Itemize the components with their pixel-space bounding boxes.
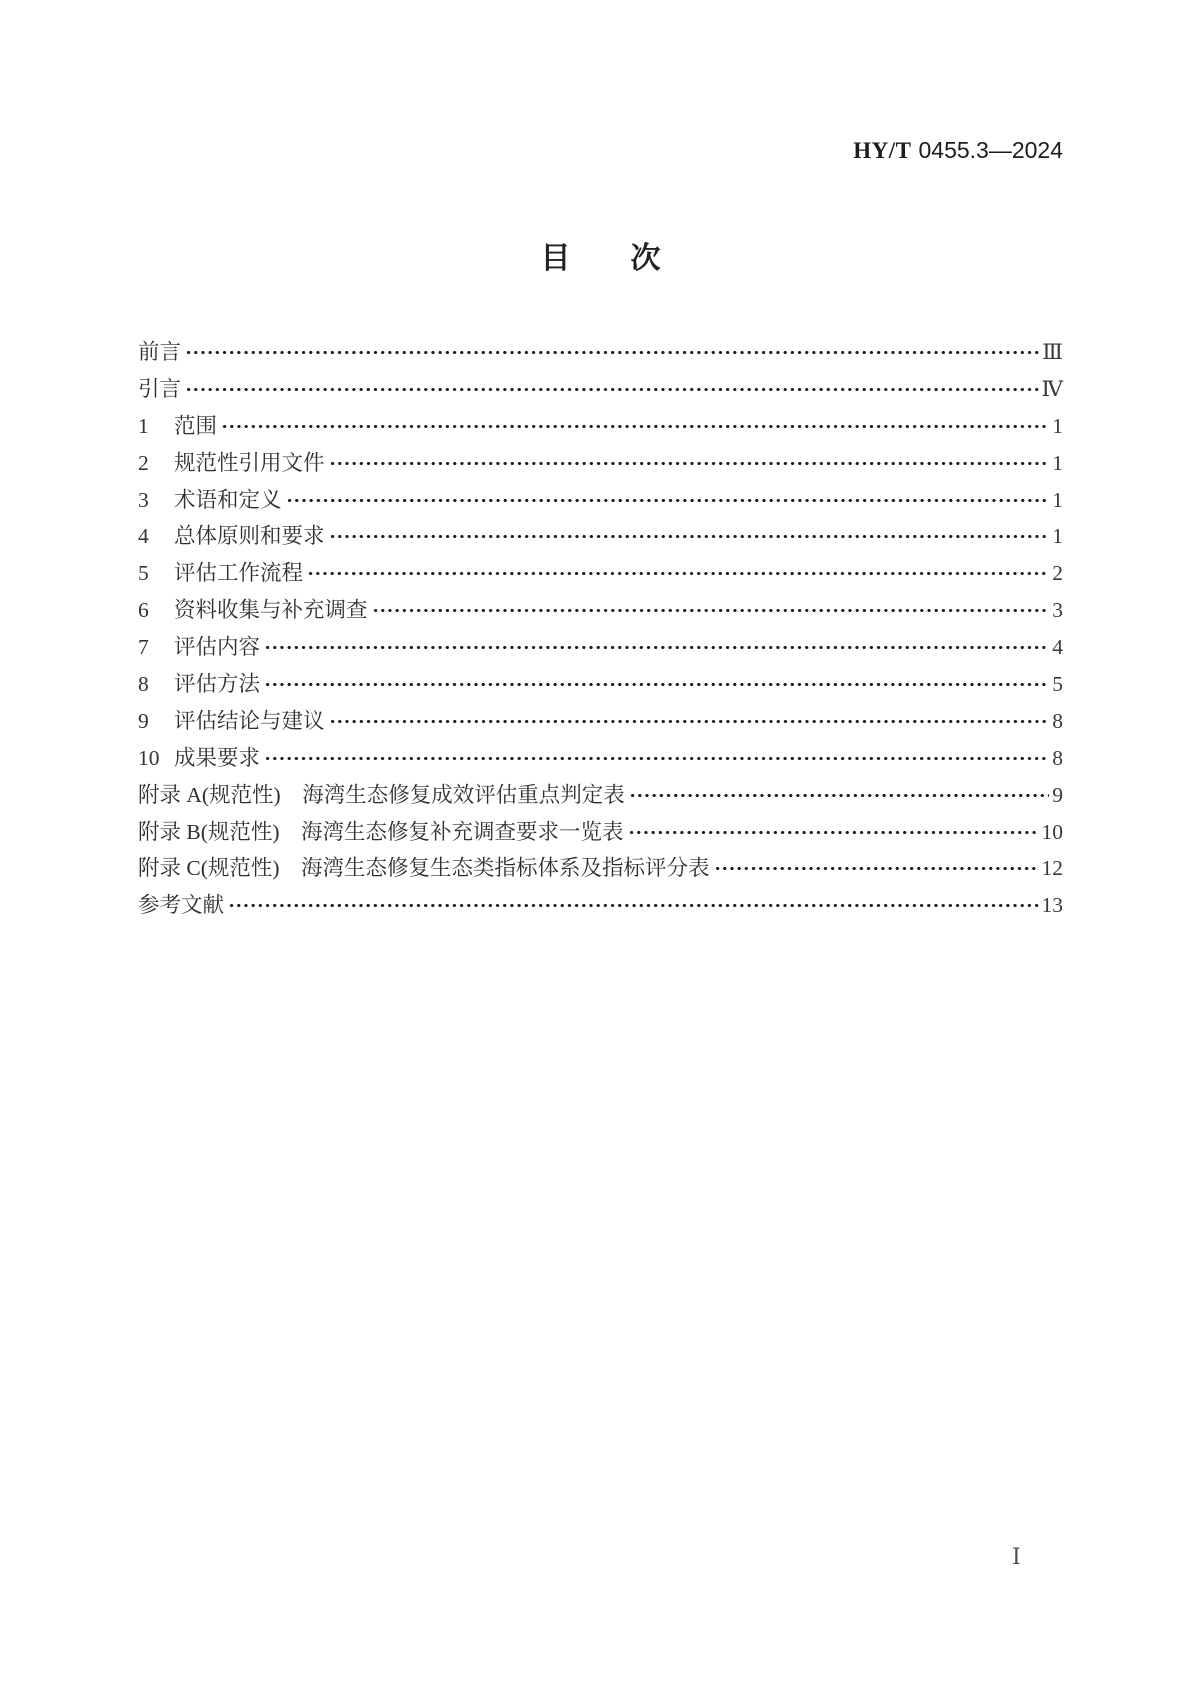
toc-entry-number: 6: [138, 598, 149, 623]
toc-entry: [138, 371, 1063, 408]
toc-entry: [138, 887, 1063, 924]
dot-leader: [628, 814, 1039, 851]
toc-entry-label: 成果要求: [174, 745, 261, 770]
toc-entry-number: 1: [138, 413, 149, 438]
toc-entry-label: 附录 C(规范性) 海湾生态修复生态类指标体系及指标评分表: [138, 856, 710, 881]
dot-leader: [286, 482, 1050, 519]
toc-entry-number: 9: [138, 708, 149, 733]
toc-entry-label: 前言: [138, 340, 182, 364]
toc-entry-page: 12: [1041, 856, 1063, 881]
toc-entry-page: 2: [1052, 561, 1063, 586]
toc-entry: [138, 592, 1063, 629]
toc-entry-label: 评估方法: [174, 672, 261, 697]
dot-leader: [264, 666, 1049, 703]
dot-leader: [329, 445, 1050, 482]
toc-entry: [138, 850, 1063, 887]
toc-entry-number: 7: [138, 635, 149, 660]
toc-entry-page: 3: [1052, 598, 1063, 623]
toc-entry: [138, 740, 1063, 777]
toc-entry-label: 总体原则和要求: [174, 524, 325, 549]
dot-leader: [228, 887, 1038, 924]
toc-entry: [138, 518, 1063, 555]
toc-entry-page: 1: [1052, 450, 1063, 475]
dot-leader: [714, 850, 1039, 887]
toc-entry-label: 规范性引用文件: [174, 450, 325, 475]
toc-entry: [138, 555, 1063, 592]
toc-entry: [138, 629, 1063, 666]
dot-leader: [264, 740, 1049, 777]
toc-entry-page: 1: [1052, 487, 1063, 512]
toc-entry-label: 引言: [138, 376, 182, 401]
dot-leader: [307, 555, 1049, 592]
toc-entry-page: 8: [1052, 745, 1063, 770]
dot-leader: [185, 371, 1039, 408]
toc-entry-label: 参考文献: [138, 893, 225, 918]
toc-entry-number: 4: [138, 524, 149, 549]
toc-entry-page: 8: [1052, 708, 1063, 733]
dot-leader: [264, 629, 1049, 666]
standard-code-prefix: HY/T: [853, 138, 912, 163]
toc-entry-label: 评估结论与建议: [174, 708, 325, 733]
toc-entry-page: 1: [1052, 524, 1063, 549]
toc-entry-label: 附录 A(规范性) 海湾生态修复成效评估重点判定表: [138, 782, 625, 807]
dot-leader: [629, 777, 1050, 814]
toc-entry-number: 10: [138, 745, 160, 770]
toc-entry: [138, 777, 1063, 814]
footer-page-number: Ⅰ: [1012, 1544, 1021, 1569]
toc-entry: [138, 482, 1063, 519]
toc-entry-page: 13: [1041, 893, 1063, 918]
toc-entry-label: 术语和定义: [174, 487, 282, 512]
dot-leader: [329, 703, 1050, 740]
toc-entry-page: 5: [1052, 672, 1063, 697]
toc-entry: [138, 814, 1063, 851]
toc-entry-number: 8: [138, 672, 149, 697]
dot-leader: [185, 334, 1039, 371]
toc-entry: [138, 408, 1063, 445]
dot-leader: [329, 518, 1050, 555]
toc-entry-label: 评估内容: [174, 635, 261, 660]
page-title: 目 次: [540, 242, 661, 275]
toc-entry-label: 资料收集与补充调查: [174, 598, 368, 623]
toc-entry-page: 9: [1052, 782, 1063, 807]
toc-entry-page: 4: [1052, 635, 1063, 660]
toc-entry-page: Ⅳ: [1041, 376, 1063, 401]
toc-entry-page: 10: [1041, 819, 1063, 844]
toc-entry-number: 2: [138, 450, 149, 475]
toc-entry-page: 1: [1052, 413, 1063, 438]
toc-list: [138, 334, 1063, 924]
dot-leader: [221, 408, 1049, 445]
toc-entry-number: 3: [138, 487, 149, 512]
toc-entry: [138, 334, 1063, 371]
toc-entry-label: 附录 B(规范性) 海湾生态修复补充调查要求一览表: [138, 819, 624, 844]
toc-entry-label: 评估工作流程: [174, 561, 304, 586]
toc-entry: [138, 666, 1063, 703]
toc-entry: [138, 703, 1063, 740]
toc-entry-number: 5: [138, 561, 149, 586]
toc-entry-label: 范围: [174, 413, 218, 438]
toc-entry-page: Ⅲ: [1042, 340, 1063, 364]
dot-leader: [372, 592, 1050, 629]
toc-entry: [138, 445, 1063, 482]
standard-code-number: 0455.3—2024: [918, 137, 1063, 163]
standard-number: [853, 139, 1063, 162]
